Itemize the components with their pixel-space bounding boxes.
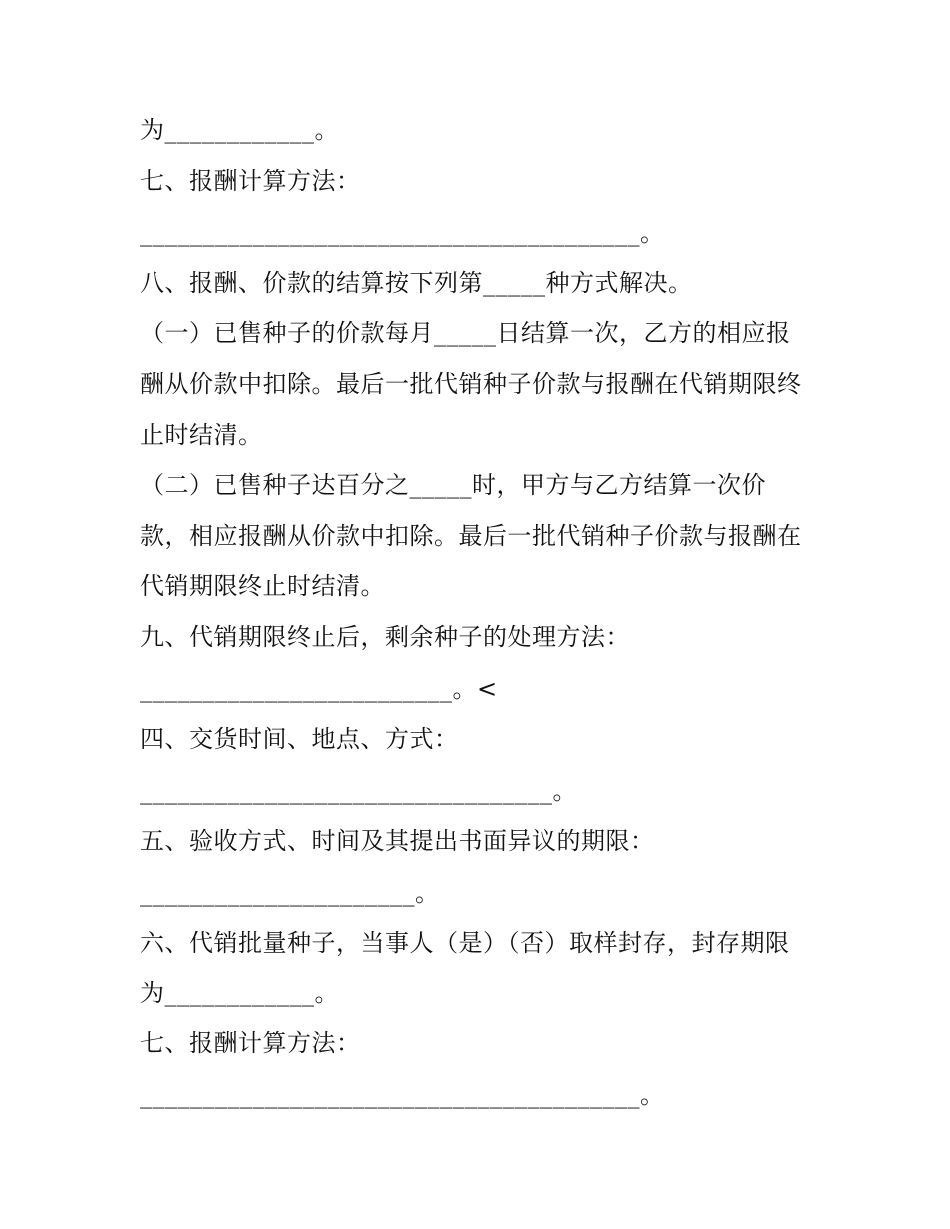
text-line: 五、验收方式、时间及其提出书面异议的期限： <box>140 827 655 855</box>
text-line: _________________________________。 <box>140 777 577 805</box>
text-line: （二）已售种子达百分之_____时，甲方与乙方结算一次价 <box>140 471 766 499</box>
text-line: 酬从价款中扣除。最后一批代销种子价款与报酬在代销期限终 <box>140 370 802 398</box>
text-line: ________________________________________。 <box>140 219 665 247</box>
text-line: 止时结清。 <box>140 421 263 449</box>
text-line: 为____________。 <box>140 116 339 144</box>
text-line: ______________________。 <box>140 879 440 907</box>
text-line: 九、代销期限终止后，剩余种子的处理方法： <box>140 623 630 651</box>
text-line: ________________________________________。 <box>140 1081 665 1109</box>
text-line: 八、报酬、价款的结算按下列第_____种方式解决。 <box>140 269 693 297</box>
text-line: （一）已售种子的价款每月_____日结算一次，乙方的相应报 <box>140 319 791 347</box>
text-line: 四、交货时间、地点、方式： <box>140 725 459 753</box>
text-line: 六、代销批量种子，当事人（是）（否）取样封存，封存期限 <box>140 929 790 957</box>
text-line: 为____________。 <box>140 979 339 1007</box>
text-line: 七、报酬计算方法： <box>140 1029 361 1057</box>
text-line: 代销期限终止时结清。 <box>140 572 385 600</box>
text-line: 款，相应报酬从价款中扣除。最后一批代销种子价款与报酬在 <box>140 522 802 550</box>
text-line: 七、报酬计算方法： <box>140 167 361 195</box>
text-line: _________________________。< <box>140 675 498 703</box>
